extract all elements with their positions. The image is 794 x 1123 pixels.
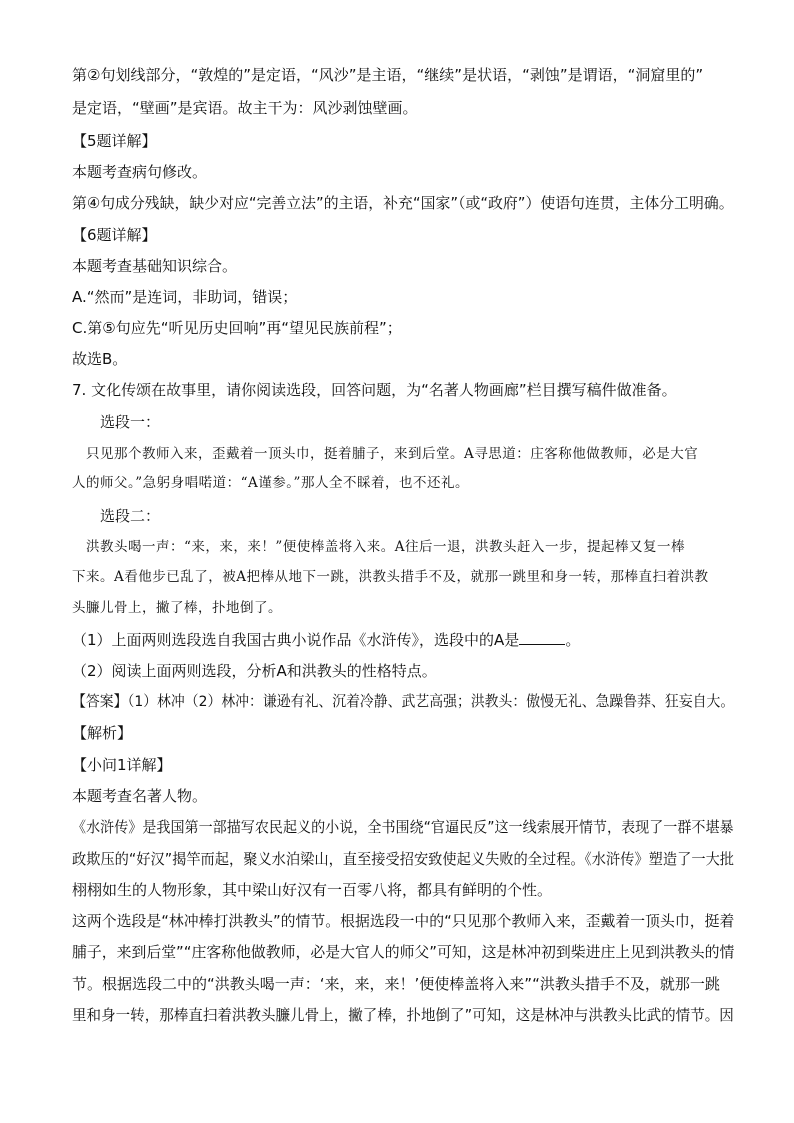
excerpt-line: 头臁儿骨上，撇了棒，扑地倒了。 [72,600,282,616]
excerpt-label: 选段二： [100,507,161,525]
answer-blank [519,630,565,645]
section-heading: 【小问1详解】 [72,756,172,774]
sub-question-2: （2）阅读上面两则选段，分析A和洪教头的性格特点。 [72,662,437,680]
text-line: 政欺压的“好汉”揭竿而起，聚义水泊梁山，直至接受招安致使起义失败的全过程。《水浒传》塑造了一大批 [72,850,735,868]
text-line: 本题考查名著人物。 [72,787,208,805]
answer-line: 【答案】（1）林冲（2）林冲：谦逊有礼、沉着冷静、武艺高强；洪教头：傲慢无礼、急躁鲁莽、狂妄自大。 [72,693,735,710]
text-line: 本题考查基础知识综合。 [72,257,238,275]
text-line: 第②句划线部分，“敦煌的”是定语，“风沙”是主语，“继续”是状语，“剥蚀”是谓语，“洞窟里的” [72,66,704,84]
sub-question-1 [72,630,580,650]
excerpt-line: 洪教头喝一声：“来，来，来！”便使棒盖将入来。A往后一退，洪教头赶入一步，提起棒又复一棒 [86,539,686,555]
sub-question-1-end: 。 [565,631,581,649]
section-heading: 【5题详解】 [72,132,157,150]
text-line: 故选B。 [72,350,128,368]
excerpt-line: 人的师父。”急躬身唱喏道：“A谨参。”那人全不睬着，也不还礼。 [72,475,469,491]
text-line: 里和身一转，那棒直扫着洪教头臁儿骨上，撇了棒，扑地倒了”可知，这是林冲与洪教头比武的情节。因 [72,1006,734,1024]
text-line: 栩栩如生的人物形象，其中梁山好汉有一百零八将，都具有鲜明的个性。 [72,881,553,899]
excerpt-line: 只见那个教师入来，歪戴着一顶头巾，挺着脯子，来到后堂。A寻思道：庄客称他做教师，必是大官 [86,446,699,462]
text-line: C.第⑤句应先“听见历史回响”再“望见民族前程”； [72,319,402,337]
text-line: 第④句成分残缺，缺少对应“完善立法”的主语，补充“国家”（或“政府”）使语句连贯，主体分工明确。 [72,194,734,212]
text-line: 这两个选段是“林冲棒打洪教头”的情节。根据选段一中的“只见那个教师入来，歪戴着一顶头巾，挺着 [72,912,735,930]
text-line: 脯子，来到后堂”“庄客称他做教师，必是大官人的师父”可知，这是林冲初到柴进庄上见到洪教头的情 [72,943,735,961]
excerpt-line: 下来。A看他步已乱了，被A把棒从地下一跳，洪教头措手不及，就那一跳里和身一转，那棒直扫着洪教 [72,569,709,585]
text-line: 是定语，“壁画”是宾语。故主干为：风沙剥蚀壁画。 [72,99,418,117]
text-line: A.“然而”是连词，非助词，错误； [72,288,298,306]
text-line: 节。根据选段二中的“洪教头喝一声：‘来，来，来！’便使棒盖将入来”“洪教头措手不及，就那一跳 [72,975,720,993]
sub-question-1-text: （1）上面两则选段选自我国古典小说作品《水浒传》，选段中的A是 [72,631,520,649]
section-heading: 【6题详解】 [72,226,157,244]
excerpt-label: 选段一： [100,413,161,431]
text-line: 《水浒传》是我国第一部描写农民起义的小说，全书围绕“官逼民反”这一线索展开情节，表现了一群不堪暴 [72,818,734,836]
question-prompt: 7. 文化传颂在故事里，请你阅读选段，回答问题，为“名著人物画廊”栏目撰写稿件做准备。 [72,381,677,399]
text-line: 本题考查病句修改。 [72,163,208,181]
section-heading: 【解析】 [72,724,133,742]
